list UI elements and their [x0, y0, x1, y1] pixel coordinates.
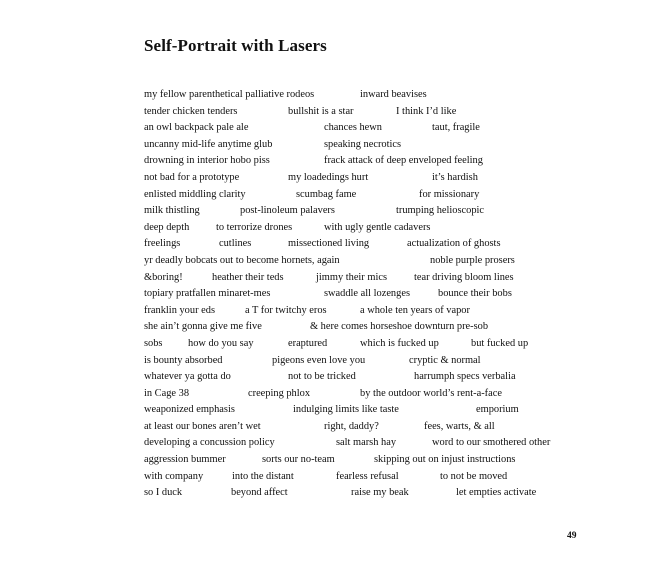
phrase: emporium [476, 404, 519, 416]
phrase: my loadedings hurt [288, 171, 369, 183]
phrase: with company [144, 470, 204, 482]
poem-line [144, 435, 584, 452]
phrase: harrumph specs verbalia [414, 371, 516, 383]
phrase: salt marsh hay [336, 437, 397, 449]
poem-line [144, 87, 584, 104]
phrase: jimmy their mics [316, 271, 387, 283]
phrase: weaponized emphasis [144, 404, 235, 416]
poem-line [144, 303, 584, 320]
poem-line [144, 236, 584, 253]
phrase: my fellow parenthetical palliative rodeos [144, 89, 315, 100]
poem-line [144, 120, 584, 137]
phrase: indulging limits like taste [293, 404, 399, 416]
phrase: I think I’d like [396, 105, 457, 117]
phrase: speaking necrotics [324, 138, 402, 150]
phrase: an owl backpack pale ale [144, 122, 249, 134]
phrase: aggression bummer [144, 454, 226, 466]
phrase: cryptic & normal [409, 354, 481, 366]
poem-line [144, 419, 584, 436]
phrase: & here comes horseshoe downturn pre-sob [310, 321, 489, 333]
phrase: tender chicken tenders [144, 105, 238, 117]
phrase: so I duck [144, 487, 183, 499]
phrase: creeping phlox [248, 387, 311, 399]
page-number: 49 [567, 531, 577, 541]
phrase: taut, fragile [432, 122, 480, 134]
phrase: chances hewn [324, 122, 382, 134]
poem-line [144, 104, 584, 121]
phrase: deep depth [144, 221, 190, 233]
phrase: eraptured [288, 337, 328, 349]
poem-body [144, 87, 584, 502]
phrase: enlisted middling clarity [144, 188, 246, 200]
phrase: actualization of ghosts [407, 238, 501, 250]
poem-line [144, 170, 584, 187]
poem-line [144, 336, 584, 353]
poem-line [144, 187, 584, 204]
phrase: with ugly gentle cadavers [324, 221, 431, 233]
phrase: to not be moved [440, 470, 508, 482]
phrase: for missionary [419, 188, 480, 200]
phrase: &boring! [144, 271, 183, 283]
phrase: trumping helioscopic [396, 205, 485, 217]
phrase: she ain’t gonna give me five [144, 321, 262, 333]
phrase: sobs [144, 337, 163, 349]
poem-line [144, 253, 584, 270]
phrase: bounce their bobs [438, 288, 512, 300]
poem-line [144, 485, 584, 502]
poem-line [144, 220, 584, 237]
poem-line [144, 369, 584, 386]
phrase: whatever ya gotta do [144, 371, 231, 383]
poem-line [144, 270, 584, 287]
phrase: missectioned living [288, 238, 370, 250]
phrase: heather their teds [212, 271, 284, 283]
phrase: raise my beak [351, 487, 409, 499]
phrase: fearless refusal [336, 470, 399, 482]
phrase: let empties activate [456, 487, 537, 499]
phrase: fees, warts, & all [424, 420, 495, 432]
phrase: how do you say [188, 337, 254, 349]
phrase: milk thistling [144, 205, 200, 217]
poem-line [144, 153, 584, 170]
phrase: drowning in interior hobo piss [144, 155, 270, 167]
phrase: beyond affect [231, 487, 288, 499]
phrase: but fucked up [471, 337, 529, 349]
poem-line [144, 203, 584, 220]
phrase: to terrorize drones [216, 221, 293, 233]
poem-line [144, 386, 584, 403]
poem-title: Self-Portrait with Lasers [144, 36, 327, 55]
phrase: word to our smothered other [432, 437, 551, 449]
phrase: frack attack of deep enveloped feeling [324, 155, 483, 167]
phrase: tear driving bloom lines [414, 271, 514, 283]
phrase: it’s hardish [432, 171, 478, 183]
poem-line [144, 319, 584, 336]
poem-line [144, 137, 584, 154]
phrase: post-linoleum palavers [240, 205, 335, 217]
phrase: uncanny mid-life anytime glub [144, 138, 273, 150]
phrase: skipping out on injust instructions [374, 454, 516, 466]
phrase: cutlines [219, 238, 252, 250]
phrase: inward beavises [360, 89, 427, 100]
phrase: developing a concussion policy [144, 437, 275, 449]
poem-line [144, 353, 584, 370]
poem-line [144, 286, 584, 303]
phrase: a whole ten years of vapor [360, 304, 470, 316]
phrase: franklin your eds [144, 304, 215, 316]
poem-line [144, 469, 584, 486]
phrase: which is fucked up [360, 337, 439, 349]
phrase: into the distant [232, 470, 294, 482]
poem-line [144, 402, 584, 419]
phrase: freelings [144, 238, 181, 250]
phrase: right, daddy? [324, 420, 379, 432]
phrase: in Cage 38 [144, 387, 190, 399]
phrase: a T for twitchy eros [245, 304, 327, 316]
phrase: yr deadly bobcats out to become hornets, again [144, 254, 340, 266]
phrase: pigeons even love you [272, 354, 366, 366]
phrase: not bad for a prototype [144, 171, 240, 183]
phrase: bullshit is a star [288, 105, 354, 117]
phrase: not to be tricked [288, 371, 356, 383]
poem-line [144, 452, 584, 469]
phrase: noble purple prosers [430, 254, 515, 266]
phrase: sorts our no-team [262, 454, 335, 466]
phrase: topiary pratfallen minaret-mes [144, 288, 271, 300]
phrase: at least our bones aren’t wet [144, 420, 261, 432]
phrase: scumbag fame [296, 188, 357, 200]
phrase: is bounty absorbed [144, 354, 223, 366]
phrase: swaddle all lozenges [324, 288, 410, 300]
phrase: by the outdoor world’s rent-a-face [360, 387, 502, 399]
